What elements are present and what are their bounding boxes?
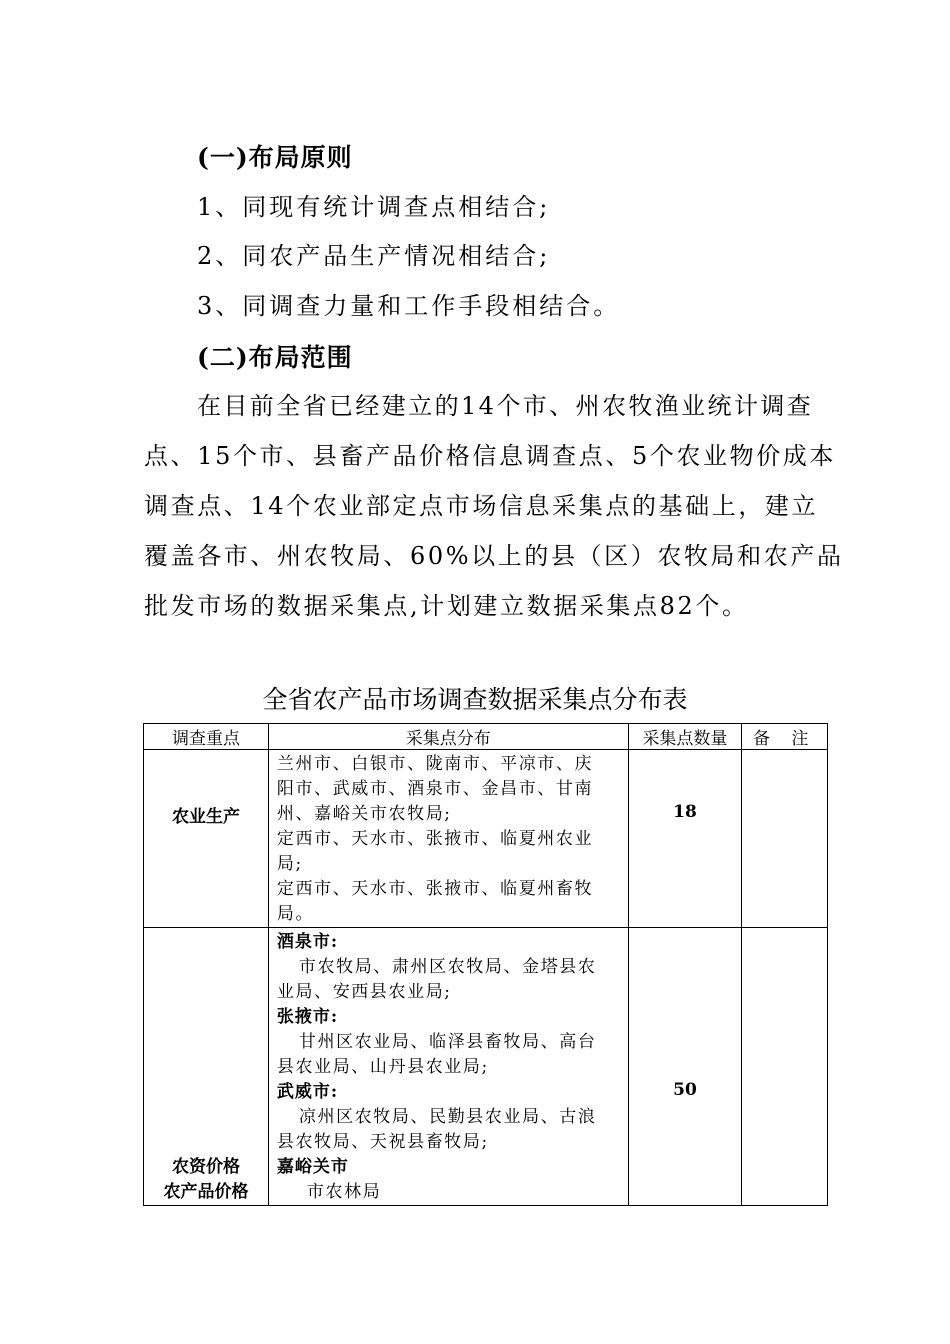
paragraph-line: 调查点、14个农业部定点市场信息采集点的基础上，建立 bbox=[144, 492, 819, 520]
principle-item: 2、同农产品生产情况相结合; bbox=[197, 242, 551, 270]
location-heading: 武威市: bbox=[276, 1082, 339, 1102]
principle-item: 3、同调查力量和工作手段相结合。 bbox=[197, 292, 621, 320]
paragraph-line: 覆盖各市、州农牧局、60%以上的县（区）农牧局和农产品 bbox=[144, 542, 844, 570]
section-heading-scope: (二)布局范围 bbox=[197, 343, 353, 372]
category-cell bbox=[144, 928, 269, 1206]
category-cell: 农业生产 bbox=[144, 750, 269, 928]
distribution-line: 县农业局、山丹县农业局; bbox=[276, 1057, 489, 1077]
header-count: 采集点数量 bbox=[628, 724, 742, 750]
category-line: 农产品价格 bbox=[163, 1182, 249, 1202]
distribution-line: 州、嘉峪关市农牧局; bbox=[276, 804, 452, 824]
header-focus: 调查重点 bbox=[144, 724, 269, 750]
paragraph-line: 批发市场的数据采集点,计划建立数据采集点82个。 bbox=[144, 592, 749, 620]
paragraph-line: 点、15个市、县畜产品价格信息调查点、5个农业物价成本 bbox=[144, 442, 837, 470]
paragraph-line: 在目前全省已经建立的14个市、州农牧渔业统计调查 bbox=[197, 392, 814, 420]
category-line: 农资价格 bbox=[171, 1157, 240, 1177]
distribution-cell bbox=[268, 928, 628, 1206]
distribution-line: 阳市、武威市、酒泉市、金昌市、甘南 bbox=[276, 779, 594, 799]
location-heading: 酒泉市: bbox=[276, 932, 339, 952]
distribution-line: 县农牧局、天祝县畜牧局; bbox=[276, 1132, 489, 1152]
distribution-line: 局; bbox=[276, 854, 303, 874]
location-heading: 嘉峪关市 bbox=[276, 1157, 349, 1177]
principle-item: 1、同现有统计调查点相结合; bbox=[197, 193, 551, 221]
distribution-cell bbox=[268, 750, 628, 928]
distribution-line: 甘州区农业局、临泽县畜牧局、高台 bbox=[298, 1032, 597, 1052]
distribution-line: 业局、安西县农业局; bbox=[276, 982, 452, 1002]
distribution-line: 局。 bbox=[276, 904, 315, 924]
header-remark: 备 注 bbox=[742, 724, 828, 750]
remark-cell bbox=[742, 928, 828, 1206]
location-heading: 张掖市: bbox=[276, 1007, 339, 1027]
table-header-row bbox=[144, 724, 828, 750]
table-title: 全省农产品市场调查数据采集点分布表 bbox=[262, 685, 688, 714]
distribution-line: 市农牧局、肃州区农牧局、金塔县农 bbox=[298, 957, 597, 977]
distribution-line: 市农林局 bbox=[306, 1182, 382, 1202]
header-distribution: 采集点分布 bbox=[268, 724, 628, 750]
remark-cell bbox=[742, 750, 828, 928]
distribution-line: 兰州市、白银市、陇南市、平凉市、庆 bbox=[276, 754, 594, 774]
distribution-line: 定西市、天水市、张掖市、临夏州畜牧 bbox=[276, 879, 594, 899]
distribution-line: 凉州区农牧局、民勤县农业局、古浪 bbox=[298, 1107, 597, 1127]
distribution-line: 定西市、天水市、张掖市、临夏州农业 bbox=[276, 829, 594, 849]
table-row bbox=[144, 928, 828, 1206]
section-heading-principles: (一)布局原则 bbox=[197, 143, 353, 172]
table-row bbox=[144, 750, 828, 928]
count-cell: 50 bbox=[628, 928, 742, 1206]
count-cell: 18 bbox=[628, 750, 742, 928]
distribution-table bbox=[143, 723, 828, 1206]
